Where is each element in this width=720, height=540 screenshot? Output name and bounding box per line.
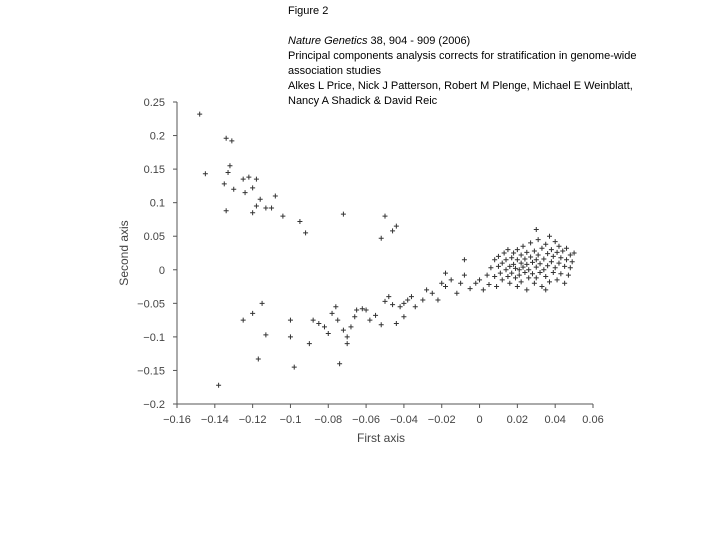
data-point bbox=[492, 274, 497, 279]
data-point bbox=[524, 250, 529, 255]
authors-line-1: Alkes L Price, Nick J Patterson, Robert M Plenge, Michael E Weinblatt, bbox=[288, 80, 633, 92]
data-point bbox=[435, 297, 440, 302]
data-point bbox=[348, 324, 353, 329]
data-point bbox=[383, 299, 388, 304]
data-point bbox=[354, 308, 359, 313]
data-point bbox=[254, 204, 259, 209]
data-point bbox=[532, 248, 537, 253]
data-point bbox=[517, 273, 522, 278]
data-point bbox=[502, 251, 507, 256]
data-point bbox=[511, 251, 516, 256]
data-point bbox=[288, 318, 293, 323]
data-point bbox=[522, 270, 527, 275]
data-point bbox=[507, 281, 512, 286]
y-tick-label: 0.15 bbox=[143, 164, 165, 177]
data-point bbox=[515, 284, 520, 289]
data-point bbox=[303, 230, 308, 235]
authors-line-2: Nancy A Shadick & David Reic bbox=[288, 95, 438, 107]
x-tick-label: −0.06 bbox=[352, 414, 381, 426]
data-point bbox=[539, 284, 544, 289]
data-point bbox=[528, 255, 533, 260]
data-point bbox=[326, 331, 331, 336]
data-point bbox=[504, 257, 509, 262]
data-point bbox=[526, 267, 531, 272]
data-point bbox=[496, 254, 501, 259]
data-point bbox=[333, 304, 338, 309]
data-point bbox=[500, 277, 505, 282]
data-point bbox=[556, 261, 561, 266]
y-tick-label: 0.2 bbox=[149, 130, 165, 143]
citation-details: 38, 904 - 909 (2006) bbox=[367, 35, 471, 47]
data-point bbox=[487, 282, 492, 287]
data-point bbox=[216, 383, 221, 388]
data-point bbox=[386, 294, 391, 299]
data-point bbox=[263, 206, 268, 211]
data-point bbox=[534, 227, 539, 232]
data-point bbox=[379, 236, 384, 241]
data-point bbox=[536, 237, 541, 242]
x-tick-label: −0.14 bbox=[200, 414, 229, 426]
data-point bbox=[443, 284, 448, 289]
data-point bbox=[515, 247, 520, 252]
data-point bbox=[379, 322, 384, 327]
data-point bbox=[227, 163, 232, 168]
y-axis-label: Second axis bbox=[117, 220, 131, 286]
data-point bbox=[263, 332, 268, 337]
x-tick-label: −0.1 bbox=[279, 414, 302, 426]
data-point bbox=[568, 265, 573, 270]
y-tick-label: −0.15 bbox=[137, 365, 165, 378]
data-point bbox=[449, 277, 454, 282]
data-point bbox=[524, 262, 529, 267]
y-tick-label: 0.05 bbox=[143, 231, 165, 244]
data-point bbox=[566, 273, 571, 278]
data-point bbox=[273, 193, 278, 198]
x-axis-label: First axis bbox=[357, 431, 405, 445]
data-point bbox=[454, 291, 459, 296]
data-point bbox=[352, 314, 357, 319]
data-point bbox=[473, 281, 478, 286]
y-tick-label: 0 bbox=[158, 264, 165, 277]
data-point bbox=[555, 250, 560, 255]
data-point bbox=[509, 255, 514, 260]
x-tick-label: −0.04 bbox=[389, 414, 418, 426]
data-point bbox=[250, 311, 255, 316]
data-point bbox=[536, 253, 541, 258]
data-point bbox=[562, 281, 567, 286]
data-point bbox=[430, 291, 435, 296]
data-point bbox=[439, 281, 444, 286]
data-point bbox=[530, 260, 535, 265]
data-point bbox=[532, 281, 537, 286]
data-point bbox=[477, 277, 482, 282]
data-point bbox=[424, 287, 429, 292]
x-tick-label: 0.02 bbox=[506, 414, 529, 426]
data-point bbox=[226, 170, 231, 175]
data-point bbox=[241, 318, 246, 323]
data-point bbox=[545, 263, 550, 268]
data-point bbox=[330, 311, 335, 316]
data-point bbox=[564, 257, 569, 262]
data-point bbox=[197, 112, 202, 117]
axis-ticks bbox=[137, 97, 604, 426]
data-point bbox=[394, 224, 399, 229]
data-point bbox=[504, 267, 509, 272]
data-point bbox=[519, 253, 524, 258]
x-tick-label: −0.16 bbox=[163, 414, 191, 426]
data-point bbox=[307, 341, 312, 346]
data-point bbox=[534, 275, 539, 280]
data-point bbox=[229, 138, 234, 143]
data-point bbox=[522, 257, 527, 262]
data-point bbox=[269, 206, 274, 211]
data-point bbox=[553, 239, 558, 244]
data-point bbox=[551, 270, 556, 275]
data-point bbox=[481, 287, 486, 292]
data-point bbox=[243, 190, 248, 195]
data-point bbox=[541, 257, 546, 262]
data-point bbox=[390, 228, 395, 233]
data-point bbox=[420, 297, 425, 302]
figure-label: Figure 2 bbox=[288, 5, 329, 17]
data-point bbox=[246, 175, 251, 180]
plot-axes bbox=[177, 102, 593, 404]
data-point bbox=[292, 365, 297, 370]
data-point bbox=[555, 277, 560, 282]
data-point bbox=[405, 297, 410, 302]
data-point bbox=[260, 301, 265, 306]
data-point bbox=[485, 273, 490, 278]
data-point bbox=[458, 281, 463, 286]
data-point bbox=[322, 324, 327, 329]
y-tick-label: −0.05 bbox=[137, 298, 165, 311]
data-point bbox=[551, 254, 556, 259]
data-point bbox=[250, 210, 255, 215]
data-point bbox=[203, 171, 208, 176]
data-point bbox=[258, 197, 263, 202]
data-point bbox=[280, 214, 285, 219]
data-point bbox=[526, 275, 531, 280]
data-point bbox=[316, 321, 321, 326]
data-point bbox=[560, 248, 565, 253]
data-point bbox=[521, 244, 526, 249]
data-point bbox=[530, 271, 535, 276]
data-point bbox=[496, 264, 501, 269]
data-point bbox=[254, 177, 259, 182]
data-point bbox=[401, 314, 406, 319]
data-point bbox=[538, 261, 543, 266]
x-tick-label: −0.08 bbox=[314, 414, 343, 426]
article-title-line-2: association studies bbox=[288, 65, 381, 77]
data-point bbox=[224, 208, 229, 213]
data-point bbox=[564, 246, 569, 251]
data-point bbox=[394, 321, 399, 326]
data-point bbox=[534, 257, 539, 262]
data-point bbox=[570, 259, 575, 264]
data-point bbox=[528, 240, 533, 245]
data-point bbox=[562, 264, 567, 269]
data-point bbox=[443, 271, 448, 276]
data-point bbox=[534, 265, 539, 270]
data-point bbox=[524, 287, 529, 292]
y-tick-label: −0.1 bbox=[143, 331, 165, 344]
x-tick-label: 0.06 bbox=[582, 414, 604, 426]
data-point bbox=[558, 255, 563, 260]
data-point bbox=[541, 267, 546, 272]
data-point bbox=[462, 257, 467, 262]
data-point bbox=[558, 271, 563, 276]
data-point bbox=[241, 177, 246, 182]
data-point bbox=[256, 357, 261, 362]
data-point bbox=[547, 234, 552, 239]
x-tick-label: −0.02 bbox=[427, 414, 456, 426]
data-point bbox=[519, 279, 524, 284]
data-point bbox=[250, 185, 255, 190]
data-point bbox=[549, 259, 554, 264]
data-point bbox=[373, 313, 378, 318]
data-point bbox=[515, 257, 520, 262]
article-title-line-1: Principal components analysis corrects for stratification in genome-wide bbox=[288, 50, 637, 62]
data-point bbox=[505, 247, 510, 252]
data-point bbox=[556, 244, 561, 249]
data-point bbox=[297, 219, 302, 224]
data-point bbox=[383, 214, 388, 219]
data-point bbox=[543, 287, 548, 292]
y-tick-label: 0.25 bbox=[143, 97, 165, 109]
data-point bbox=[335, 318, 340, 323]
data-point bbox=[288, 334, 293, 339]
data-point bbox=[553, 265, 558, 270]
data-point bbox=[494, 284, 499, 289]
data-point bbox=[513, 275, 518, 280]
data-point bbox=[345, 341, 350, 346]
data-point bbox=[231, 187, 236, 192]
data-point bbox=[401, 301, 406, 306]
data-point bbox=[390, 302, 395, 307]
data-point bbox=[311, 318, 316, 323]
data-point bbox=[500, 261, 505, 266]
data-point bbox=[492, 257, 497, 262]
data-point bbox=[545, 251, 550, 256]
data-point bbox=[505, 274, 510, 279]
data-point bbox=[488, 265, 493, 270]
data-point bbox=[341, 212, 346, 217]
data-point bbox=[409, 294, 414, 299]
data-point bbox=[549, 247, 554, 252]
data-point bbox=[509, 271, 514, 276]
data-point bbox=[468, 286, 473, 291]
data-point bbox=[543, 274, 548, 279]
data-point bbox=[547, 279, 552, 284]
data-point bbox=[224, 136, 229, 141]
data-point bbox=[345, 334, 350, 339]
data-points bbox=[197, 112, 576, 388]
x-tick-label: 0 bbox=[476, 414, 483, 426]
data-point bbox=[398, 304, 403, 309]
data-point bbox=[337, 361, 342, 366]
y-tick-label: 0.1 bbox=[149, 197, 165, 210]
y-tick-label: −0.2 bbox=[143, 399, 165, 411]
data-point bbox=[543, 242, 548, 247]
data-point bbox=[222, 181, 227, 186]
data-point bbox=[539, 246, 544, 251]
data-point bbox=[341, 328, 346, 333]
data-point bbox=[538, 270, 543, 275]
data-point bbox=[413, 304, 418, 309]
x-tick-label: 0.04 bbox=[544, 414, 566, 426]
data-point bbox=[367, 318, 372, 323]
data-point bbox=[462, 273, 467, 278]
journal-name: Nature Genetics bbox=[288, 35, 368, 47]
x-tick-label: −0.12 bbox=[238, 414, 267, 426]
data-point bbox=[498, 271, 503, 276]
